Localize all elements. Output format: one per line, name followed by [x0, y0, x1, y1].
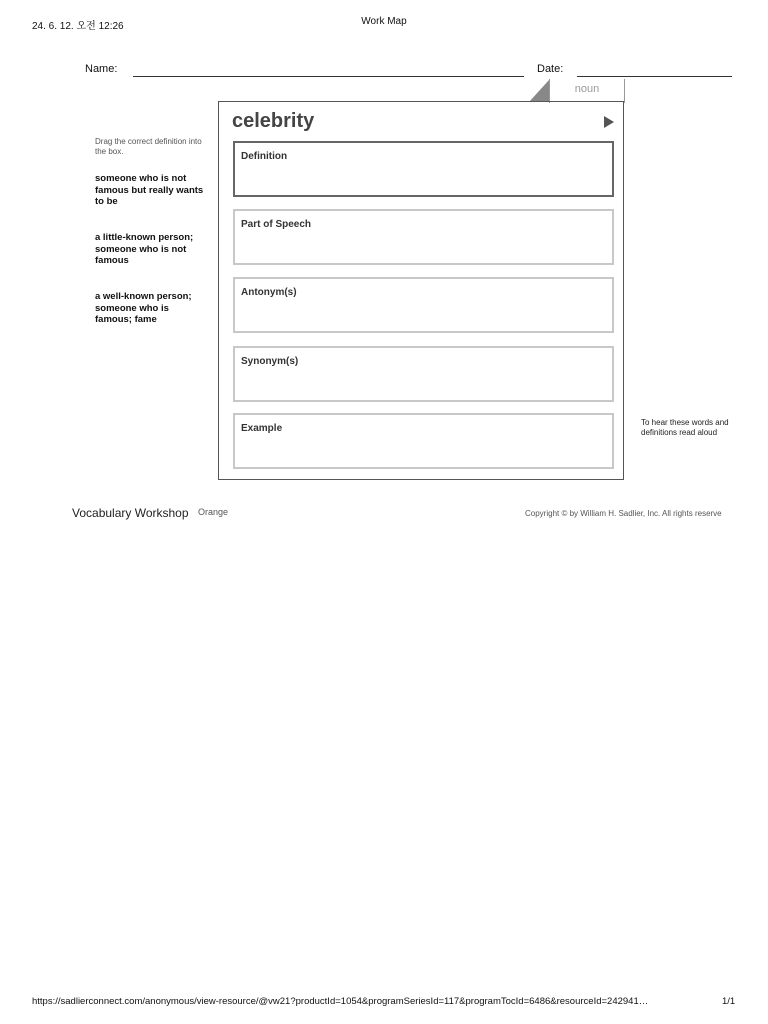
- vocabulary-word: celebrity: [232, 110, 315, 132]
- print-page-title: Work Map: [361, 16, 407, 27]
- date-label: Date:: [537, 63, 564, 75]
- print-datetime: 24. 6. 12. 오전 12:26: [32, 21, 124, 32]
- drag-instructions: Drag the correct definition into the box.: [95, 137, 202, 156]
- print-url: https://sadlierconnect.com/anonymous/view-resource/@vw21?productId=1054&programSeriesId=117&programTocId=6486&resourceId=242941…: [32, 996, 649, 1007]
- tab-corner-decoration: [529, 80, 549, 102]
- part-of-speech-tab-label: noun: [574, 83, 600, 95]
- name-field[interactable]: [133, 76, 524, 77]
- name-label: Name:: [85, 63, 118, 75]
- definition-option-1[interactable]: someone who is not famous but really wants to be: [95, 173, 204, 207]
- example-drop-box[interactable]: [233, 413, 614, 469]
- synonyms-drop-box[interactable]: [233, 346, 614, 402]
- copyright-text: Copyright © by William H. Sadlier, Inc. All rights reserve: [525, 509, 722, 518]
- date-field[interactable]: [577, 76, 732, 77]
- definition-option-2[interactable]: a little-known person; someone who is not famous: [95, 232, 194, 266]
- brand-name: Vocabulary Workshop: [72, 506, 189, 520]
- part-of-speech-drop-box[interactable]: [233, 209, 614, 265]
- play-icon[interactable]: [604, 116, 614, 128]
- definition-label: Definition: [241, 151, 288, 162]
- print-page-number: 1/1: [722, 996, 736, 1007]
- antonyms-label: Antonym(s): [241, 287, 297, 298]
- definition-option-3[interactable]: a well-known person; someone who is famous; fame: [95, 291, 192, 325]
- synonyms-label: Synonym(s): [241, 356, 299, 367]
- brand-level: Orange: [198, 507, 229, 517]
- part-of-speech-label: Part of Speech: [241, 219, 312, 230]
- example-label: Example: [241, 423, 283, 434]
- antonyms-drop-box[interactable]: [233, 277, 614, 333]
- audio-note: To hear these words and definitions read aloud: [641, 418, 729, 437]
- definition-drop-box[interactable]: [233, 141, 614, 197]
